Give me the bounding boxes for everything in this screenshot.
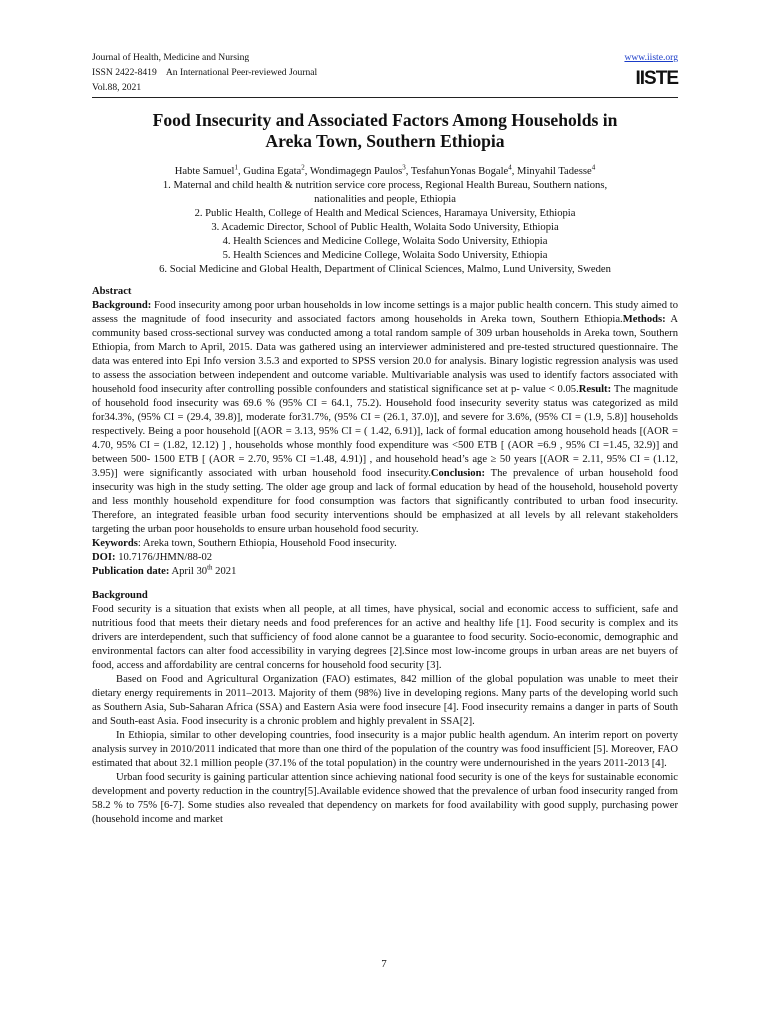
author-name: TesfahunYonas Bogale [410, 166, 509, 177]
paper-page [92, 50, 678, 827]
journal-header [92, 50, 678, 96]
keywords: Keywords: Areka town, Southern Ethiopia, Household Food insecurity. [92, 538, 397, 549]
author-name: Minyahil Tadesse [517, 166, 592, 177]
author-affiliation-number: 4 [591, 163, 596, 172]
header-divider [92, 97, 678, 98]
iiste-logo-icon: IISTE [635, 68, 678, 89]
review-type: An International Peer-reviewed Journal [165, 67, 318, 78]
publication-date: Publication date: April 30th 2021 [92, 563, 237, 577]
author-list: Habte Samuel$^1$, Gudina Egata$^2$, Wondimagegn Paulos$^3$, TesfahunYonas Bogale$^4$, Minyahil Tadesse$^4$ [174, 163, 596, 177]
body-paragraph: Based on Food and Agricultural Organization (FAO) estimates, 842 million of the global population was unable to meet their dietary energy requirements in 2011–2013. Majority of them (98%) live in developing regions. Many parts of the developing world such as Southern Asia, Sub-Saharan Africa (SSA) and Eastern Asia were food insecure [4]. Food insecurity remains a danger in parts of South and South-east Asia. Food insecurity is a chronic problem and highly prevalent in SSA[2]. [92, 674, 678, 727]
author-name: Gudina Egata [243, 166, 302, 177]
affiliation-list [92, 179, 678, 277]
author-affiliation-number: 4 [508, 163, 512, 172]
abstract-heading: Abstract [92, 286, 132, 297]
affiliation: 3. Academic Director, School of Public Health, Wolaita Sodo University, Ethiopia [211, 222, 559, 233]
author-name: Habte Samuel [174, 166, 235, 177]
affiliation: 5. Health Sciences and Medicine College, Wolaita Sodo University, Ethiopia [222, 250, 548, 261]
affiliation: 6. Social Medicine and Global Health, Department of Clinical Sciences, Malmo, Lund University, Sweden [159, 264, 611, 275]
author-affiliation-number: 2 [301, 163, 305, 172]
doi: DOI: 10.7176/JHMN/88-02 [92, 552, 213, 563]
affiliation: 1. Maternal and child health & nutrition service core process, Regional Health Bureau, Southern nations, [162, 180, 608, 191]
author-affiliation-number: 3 [402, 163, 406, 172]
affiliation: nationalities and people, Ethiopia [314, 194, 456, 205]
body-paragraph: Urban food security is gaining particular attention since achieving national food security is one of the keys for sustainable economic development and poverty reduction in the country[5].Available evidence showed that the prevalence of urban food insecurity ranged from 58.2 % to 75% [6-7]. Some studies also revealed that dependency on markets for food availability with good supply, purchasing power (household income and market [92, 772, 678, 825]
issn: ISSN 2422-8419 [92, 67, 157, 78]
volume: Vol.88, 2021 [92, 82, 142, 93]
author-name: Wondimagegn Paulos [309, 166, 403, 177]
journal-url-link[interactable]: www.iiste.org [624, 52, 678, 63]
body-paragraph: Food security is a situation that exists when all people, at all times, have physical, social and economic access to sufficient, safe and nutritious food that meets their dietary needs and food preferences for an active and healthy life [1]. Food security is complex and its drivers are interdependent, such that sufficiency of food alone cannot be a guarantee to food security. Socio-economic, demographic and environmental factors can alter food accessibility in varying degrees [2].Since most low-income groups in urban areas are net buyers of food, access and affordability are central concerns for household food security [3]. [92, 604, 678, 671]
abstract-body: Background: Food insecurity among poor urban households in low income settings is a major public health concern. This study aimed to assess the magnitude of food insecurity and associated factors among households in Areka town, Southern Ethiopia.Methods: A community based cross-sectional survey was conducted among a total random sample of 309 urban households in Areka town, Southern Ethiopia, from March to April, 2015. Data was gathered using an interviewer administered and pre-tested structured questionnaire. The data was entered into Epi Info version 3.5.3 and exported to SPSS version 20.0 for analysis. Binary logistic regression analysis was used to assess the association between independent and outcome variable. Multivariable analysis was used to identify factors associated with household food insecurity after controlling possible confounders and statistical significance set at p- value < 0.05.Result: The magnitude of household food insecurity was 69.6 % (95% CI = 64.1, 75.2). Household food insecurity severity status was categorized as mild for34.3%, (95% CI = (29.4, 39.8)], moderate for31.7%, (95% CI = (26.1, 37.0)], and severe for 3.6%, (95% CI = (1.9, 5.8)] households respectively. Being a poor household [(AOR = 3.13, 95% CI = ( 1.42, 6.91)], lack of formal education among household heads [(AOR = 4.70, 95% CI = (1.82, 12.12) ] , households whose monthly food expenditure was <500 ETB [ (AOR =6.9 , 95% CI =1.45, 32.9)] and between 500- 1500 ETB [ (AOR = 2.70, 95% CI =1.48, 4.91)] , and household head’s age ≥ 50 years [(AOR = 2.11, 95% CI = (1.12, 3.95)] were significantly associated with urban household food insecurity.Conclusion: The prevalence of urban household food insecurity was high in the study setting. The older age group and lack of formal education by head of the household, household poverty and less monthly household expenditure for food consumption was factors that significantly contributed to urban food insecurity. Therefore, an integrated feasible urban food security interventions should be emphasized at all levels by all relevant stakeholders targeting the urban poor households to ensure urban household food security. [92, 300, 678, 535]
affiliation: 2. Public Health, College of Health and Medical Sciences, Haramaya University, Ethiopia [194, 208, 576, 219]
background-heading: Background [92, 590, 148, 601]
body-paragraph: In Ethiopia, similar to other developing countries, food insecurity is a major public health agendum. An interim report on poverty analysis survey in 2010/2011 indicated that more than one third of the population of the country was food insufficient [5]. Moreover, FAO estimated that about 32.1 million people (37.1% of the total population) in the country were undernourished in the years 2011-2013 [4]. [92, 730, 678, 769]
journal-name: Journal of Health, Medicine and Nursing [92, 52, 250, 63]
paper-title: Food Insecurity and Associated Factors Among Households in Areka Town, Southern Ethiopia [152, 110, 618, 151]
affiliation: 4. Health Sciences and Medicine College, Wolaita Sodo University, Ethiopia [222, 236, 548, 247]
page-number: 7 [381, 958, 387, 970]
author-affiliation-number: 1 [234, 163, 238, 172]
